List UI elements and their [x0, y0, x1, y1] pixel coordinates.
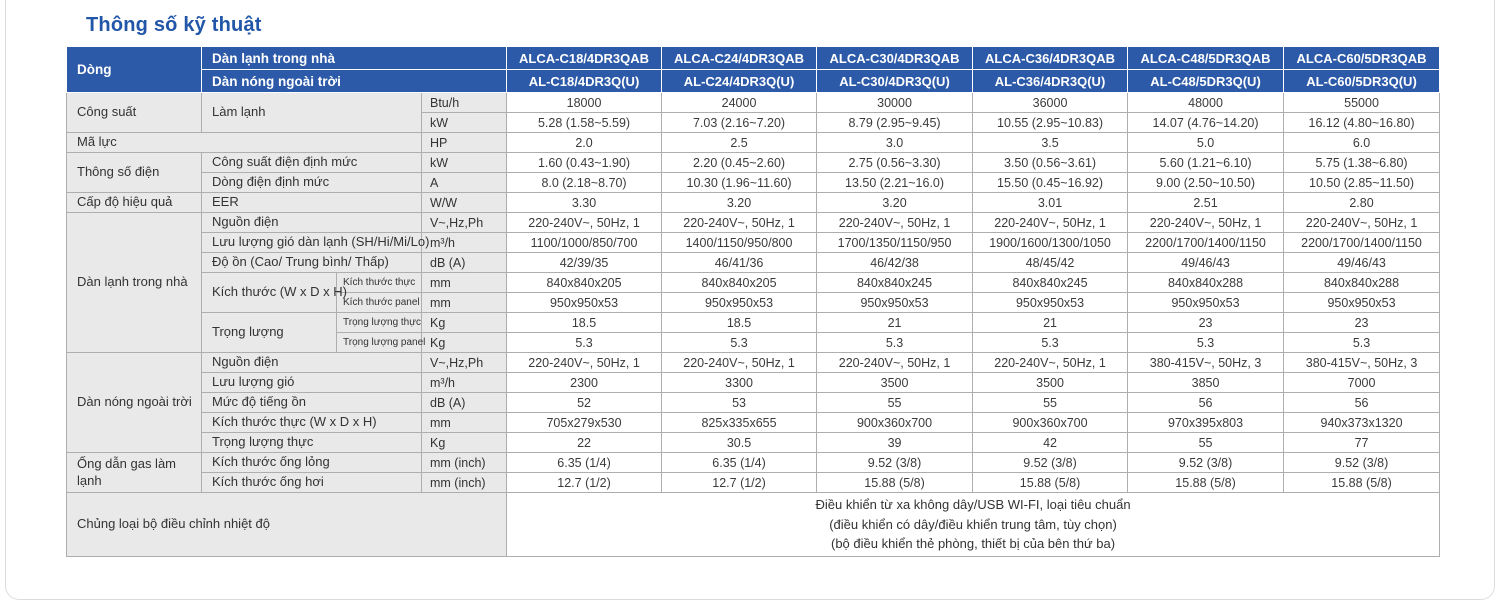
header-row-outdoor	[67, 70, 1440, 93]
unit-cell: m³/h	[422, 233, 507, 253]
unit-cell: Btu/h	[422, 93, 507, 113]
group-cell: Công suất	[67, 93, 202, 133]
value-cell: 42/39/35	[507, 253, 662, 273]
value-cell: 1100/1000/850/700	[507, 233, 662, 253]
label-cell: Kích thước (W x D x H)	[202, 273, 337, 313]
value-cell: 56	[1128, 393, 1284, 413]
value-cell: 5.60 (1.21~6.10)	[1128, 153, 1284, 173]
value-cell: 10.50 (2.85~11.50)	[1284, 173, 1440, 193]
value-cell: 970x395x803	[1128, 413, 1284, 433]
value-cell: 3.20	[662, 193, 817, 213]
label-cell: Công suất điện định mức	[202, 153, 422, 173]
unit-cell: Kg	[422, 333, 507, 353]
value-cell: 5.3	[1284, 333, 1440, 353]
value-cell: 3.30	[507, 193, 662, 213]
value-cell: 2.0	[507, 133, 662, 153]
value-cell: 46/42/38	[817, 253, 973, 273]
header-row-indoor	[67, 47, 1440, 70]
sublabel-cell: Kích thước panel	[337, 293, 422, 313]
unit-cell: mm (inch)	[422, 453, 507, 473]
value-cell: 16.12 (4.80~16.80)	[1284, 113, 1440, 133]
label-cell: Trọng lượng thực	[202, 433, 422, 453]
value-cell: 3500	[973, 373, 1128, 393]
value-cell: 6.35 (1/4)	[662, 453, 817, 473]
outdoor-model-header: AL-C18/4DR3Q(U)	[507, 70, 662, 93]
group-cell: Dàn nóng ngoài trời	[67, 353, 202, 453]
value-cell: 3850	[1128, 373, 1284, 393]
label-cell: Làm lạnh	[202, 93, 422, 133]
controller-note-line: (bộ điều khiển thẻ phòng, thiết bị của bên thứ ba)	[830, 536, 1116, 552]
value-cell: 42	[973, 433, 1128, 453]
unit-cell: Kg	[422, 433, 507, 453]
page-title: Thông số kỹ thuật	[86, 14, 262, 36]
value-cell: 77	[1284, 433, 1440, 453]
spec-table	[66, 46, 1440, 557]
value-cell: 1900/1600/1300/1050	[973, 233, 1128, 253]
value-cell: 49/46/43	[1284, 253, 1440, 273]
outdoor-model-header: AL-C48/5DR3Q(U)	[1128, 70, 1284, 93]
controller-note-line: (điều khiển có dây/điều khiển trung tâm, tùy chọn)	[829, 516, 1117, 532]
value-cell: 22	[507, 433, 662, 453]
value-cell: 3.5	[973, 133, 1128, 153]
group-cell: Dàn lạnh trong nhà	[67, 213, 202, 353]
value-cell: 5.3	[662, 333, 817, 353]
value-cell: 825x335x655	[662, 413, 817, 433]
value-cell: 2300	[507, 373, 662, 393]
sublabel-cell: Trọng lượng panel	[337, 333, 422, 353]
value-cell: 2.75 (0.56~3.30)	[817, 153, 973, 173]
value-cell: 5.3	[507, 333, 662, 353]
value-cell: 56	[1284, 393, 1440, 413]
unit-cell: kW	[422, 113, 507, 133]
unit-cell: mm	[422, 413, 507, 433]
value-cell: 840x840x245	[817, 273, 973, 293]
value-cell: 705x279x530	[507, 413, 662, 433]
value-cell: 840x840x288	[1128, 273, 1284, 293]
value-cell: 840x840x205	[662, 273, 817, 293]
value-cell: 5.28 (1.58~5.59)	[507, 113, 662, 133]
controller-label-cell: Chủng loại bộ điều chỉnh nhiệt độ	[67, 493, 507, 557]
value-cell: 900x360x700	[973, 413, 1128, 433]
value-cell: 900x360x700	[817, 413, 973, 433]
value-cell: 3.20	[817, 193, 973, 213]
value-cell: 55	[973, 393, 1128, 413]
value-cell: 380-415V~, 50Hz, 3	[1284, 353, 1440, 373]
value-cell: 6.0	[1284, 133, 1440, 153]
table-row	[67, 153, 1440, 173]
indoor-unit-header: Dàn lạnh trong nhà	[202, 47, 507, 70]
unit-cell: m³/h	[422, 373, 507, 393]
value-cell: 840x840x245	[973, 273, 1128, 293]
group-cell: Ống dẫn gas làm lạnh	[67, 453, 202, 493]
table-row	[67, 473, 1440, 493]
unit-cell: W/W	[422, 193, 507, 213]
value-cell: 6.35 (1/4)	[507, 453, 662, 473]
value-cell: 23	[1284, 313, 1440, 333]
unit-cell: dB (A)	[422, 253, 507, 273]
value-cell: 840x840x288	[1284, 273, 1440, 293]
value-cell: 220-240V~, 50Hz, 1	[1128, 213, 1284, 233]
controller-note-line: Điều khiển từ xa không dây/USB WI-FI, loại tiêu chuẩn	[815, 497, 1131, 513]
label-cell: Kích thước ống hơi	[202, 473, 422, 493]
value-cell: 950x950x53	[662, 293, 817, 313]
value-cell: 940x373x1320	[1284, 413, 1440, 433]
value-cell: 13.50 (2.21~16.0)	[817, 173, 973, 193]
value-cell: 9.52 (3/8)	[1284, 453, 1440, 473]
unit-cell: Kg	[422, 313, 507, 333]
value-cell: 3300	[662, 373, 817, 393]
table-row	[67, 413, 1440, 433]
outdoor-model-header: AL-C30/4DR3Q(U)	[817, 70, 973, 93]
table-row	[67, 393, 1440, 413]
value-cell: 9.00 (2.50~10.50)	[1128, 173, 1284, 193]
value-cell: 15.88 (5/8)	[973, 473, 1128, 493]
value-cell: 950x950x53	[507, 293, 662, 313]
value-cell: 950x950x53	[1284, 293, 1440, 313]
value-cell: 5.0	[1128, 133, 1284, 153]
value-cell: 21	[817, 313, 973, 333]
table-row	[67, 353, 1440, 373]
value-cell: 9.52 (3/8)	[1128, 453, 1284, 473]
value-cell: 15.50 (0.45~16.92)	[973, 173, 1128, 193]
value-cell: 49/46/43	[1128, 253, 1284, 273]
value-cell: 5.3	[973, 333, 1128, 353]
label-cell: Độ ồn (Cao/ Trung bình/ Thấp)	[202, 253, 422, 273]
value-cell: 380-415V~, 50Hz, 3	[1128, 353, 1284, 373]
table-row	[67, 93, 1440, 113]
value-cell: 1400/1150/950/800	[662, 233, 817, 253]
unit-cell: V~,Hz,Ph	[422, 353, 507, 373]
value-cell: 220-240V~, 50Hz, 1	[507, 353, 662, 373]
table-row	[67, 133, 1440, 153]
value-cell: 5.3	[817, 333, 973, 353]
outdoor-unit-header: Dàn nóng ngoài trời	[202, 70, 507, 93]
value-cell: 18.5	[662, 313, 817, 333]
value-cell: 9.52 (3/8)	[973, 453, 1128, 473]
unit-cell: A	[422, 173, 507, 193]
indoor-model-header: ALCA-C60/5DR3QAB	[1284, 47, 1440, 70]
unit-cell: mm	[422, 273, 507, 293]
table-row	[67, 193, 1440, 213]
table-row	[67, 173, 1440, 193]
value-cell: 10.55 (2.95~10.83)	[973, 113, 1128, 133]
value-cell: 1700/1350/1150/950	[817, 233, 973, 253]
value-cell: 30.5	[662, 433, 817, 453]
indoor-model-header: ALCA-C24/4DR3QAB	[662, 47, 817, 70]
table-row	[67, 273, 1440, 293]
value-cell: 15.88 (5/8)	[1128, 473, 1284, 493]
value-cell: 220-240V~, 50Hz, 1	[662, 353, 817, 373]
value-cell: 3.01	[973, 193, 1128, 213]
group-cell: Thông số điện	[67, 153, 202, 193]
table-row	[67, 213, 1440, 233]
value-cell: 55	[1128, 433, 1284, 453]
sublabel-cell: Kích thước thực	[337, 273, 422, 293]
indoor-model-header: ALCA-C48/5DR3QAB	[1128, 47, 1284, 70]
unit-cell: kW	[422, 153, 507, 173]
value-cell: 3500	[817, 373, 973, 393]
value-cell: 220-240V~, 50Hz, 1	[817, 213, 973, 233]
value-cell: 18.5	[507, 313, 662, 333]
value-cell: 39	[817, 433, 973, 453]
value-cell: 12.7 (1/2)	[662, 473, 817, 493]
value-cell: 950x950x53	[817, 293, 973, 313]
value-cell: 53	[662, 393, 817, 413]
indoor-model-header: ALCA-C18/4DR3QAB	[507, 47, 662, 70]
label-cell: Kích thước thực (W x D x H)	[202, 413, 422, 433]
value-cell: 8.79 (2.95~9.45)	[817, 113, 973, 133]
value-cell: 840x840x205	[507, 273, 662, 293]
table-row	[67, 433, 1440, 453]
group-cell: Cấp độ hiệu quả	[67, 193, 202, 213]
value-cell: 12.7 (1/2)	[507, 473, 662, 493]
table-row	[67, 453, 1440, 473]
value-cell: 7000	[1284, 373, 1440, 393]
value-cell: 3.0	[817, 133, 973, 153]
value-cell: 48/45/42	[973, 253, 1128, 273]
value-cell: 9.52 (3/8)	[817, 453, 973, 473]
table-row	[67, 373, 1440, 393]
value-cell: 5.75 (1.38~6.80)	[1284, 153, 1440, 173]
label-cell: Mức độ tiếng ồn	[202, 393, 422, 413]
value-cell: 48000	[1128, 93, 1284, 113]
value-cell: 3.50 (0.56~3.61)	[973, 153, 1128, 173]
value-cell: 2.51	[1128, 193, 1284, 213]
table-row	[67, 493, 1440, 557]
value-cell: 220-240V~, 50Hz, 1	[973, 353, 1128, 373]
value-cell: 24000	[662, 93, 817, 113]
value-cell: 55	[817, 393, 973, 413]
label-cell: Trọng lượng	[202, 313, 337, 353]
value-cell: 1.60 (0.43~1.90)	[507, 153, 662, 173]
value-cell: 7.03 (2.16~7.20)	[662, 113, 817, 133]
unit-cell: V~,Hz,Ph	[422, 213, 507, 233]
table-row	[67, 233, 1440, 253]
value-cell: 2200/1700/1400/1150	[1128, 233, 1284, 253]
value-cell: 950x950x53	[1128, 293, 1284, 313]
spec-sheet-card	[5, 0, 1495, 600]
series-header: Dòng	[67, 47, 202, 93]
label-cell: EER	[202, 193, 422, 213]
value-cell: 46/41/36	[662, 253, 817, 273]
unit-cell: dB (A)	[422, 393, 507, 413]
value-cell: 30000	[817, 93, 973, 113]
outdoor-model-header: AL-C36/4DR3Q(U)	[973, 70, 1128, 93]
value-cell: 2.80	[1284, 193, 1440, 213]
indoor-model-header: ALCA-C30/4DR3QAB	[817, 47, 973, 70]
value-cell: 2.20 (0.45~2.60)	[662, 153, 817, 173]
value-cell: 220-240V~, 50Hz, 1	[817, 353, 973, 373]
value-cell: 18000	[507, 93, 662, 113]
value-cell: 21	[973, 313, 1128, 333]
outdoor-model-header: AL-C24/4DR3Q(U)	[662, 70, 817, 93]
value-cell: 220-240V~, 50Hz, 1	[1284, 213, 1440, 233]
value-cell: 5.3	[1128, 333, 1284, 353]
value-cell: 15.88 (5/8)	[817, 473, 973, 493]
label-cell: Dòng điện định mức	[202, 173, 422, 193]
value-cell: 55000	[1284, 93, 1440, 113]
table-row	[67, 253, 1440, 273]
sublabel-cell: Trọng lượng thực	[337, 313, 422, 333]
value-cell: 220-240V~, 50Hz, 1	[973, 213, 1128, 233]
label-cell: Kích thước ống lỏng	[202, 453, 422, 473]
table-row	[67, 313, 1440, 333]
unit-cell: mm	[422, 293, 507, 313]
value-cell: 220-240V~, 50Hz, 1	[662, 213, 817, 233]
value-cell: 220-240V~, 50Hz, 1	[507, 213, 662, 233]
controller-note-cell	[507, 493, 1440, 557]
value-cell: 52	[507, 393, 662, 413]
indoor-model-header: ALCA-C36/4DR3QAB	[973, 47, 1128, 70]
value-cell: 2.5	[662, 133, 817, 153]
label-cell: Lưu lượng gió dàn lạnh (SH/Hi/Mi/Lo)	[202, 233, 422, 253]
label-cell: Mã lực	[67, 133, 422, 153]
value-cell: 14.07 (4.76~14.20)	[1128, 113, 1284, 133]
outdoor-model-header: AL-C60/5DR3Q(U)	[1284, 70, 1440, 93]
unit-cell: HP	[422, 133, 507, 153]
value-cell: 36000	[973, 93, 1128, 113]
value-cell: 10.30 (1.96~11.60)	[662, 173, 817, 193]
value-cell: 2200/1700/1400/1150	[1284, 233, 1440, 253]
label-cell: Nguồn điện	[202, 353, 422, 373]
unit-cell: mm (inch)	[422, 473, 507, 493]
label-cell: Lưu lượng gió	[202, 373, 422, 393]
value-cell: 15.88 (5/8)	[1284, 473, 1440, 493]
value-cell: 8.0 (2.18~8.70)	[507, 173, 662, 193]
value-cell: 23	[1128, 313, 1284, 333]
label-cell: Nguồn điện	[202, 213, 422, 233]
value-cell: 950x950x53	[973, 293, 1128, 313]
